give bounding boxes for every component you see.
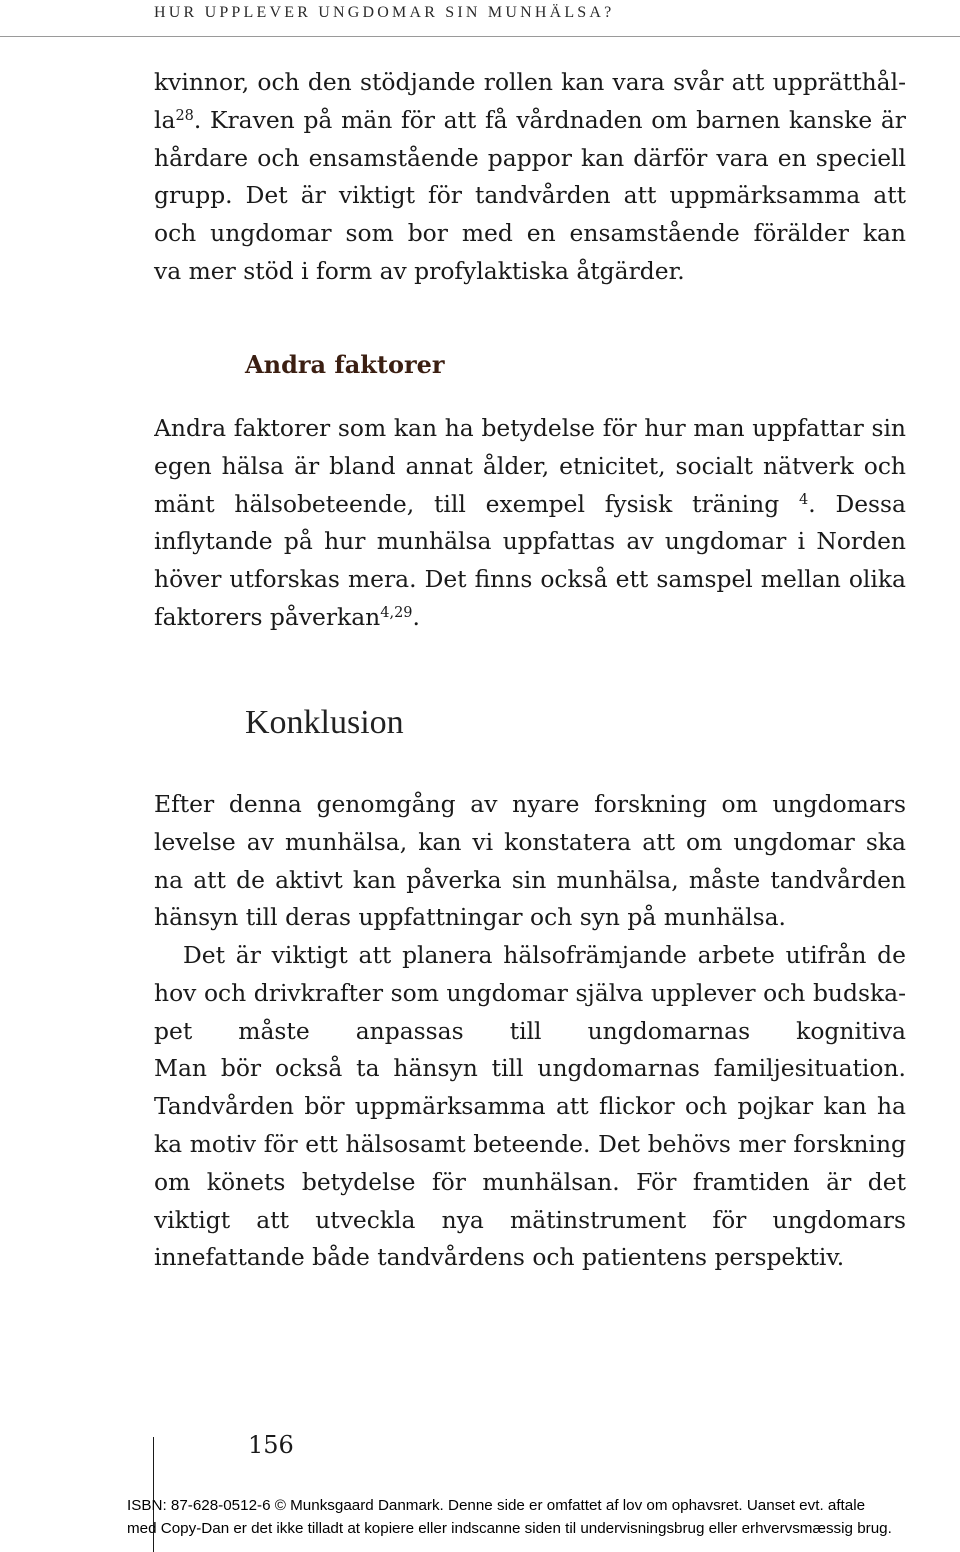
text-line: grupp. Det är viktigt för tandvården att uppmärksamma att [154,181,906,210]
header-divider [0,36,960,37]
copyright-notice [127,1494,947,1540]
intro-paragraph [154,64,906,291]
text-line: ka motiv för ett hälsosamt beteende. Det behövs mer forskning [154,1129,906,1158]
text-line: Tandvården bör uppmärksamma att flickor och pojkar kan ha [154,1092,906,1121]
reference-marker: 28 [175,107,194,124]
text-line: levelse av munhälsa, kan vi konstatera att om ungdomar ska [154,827,906,856]
text-fragment: faktorers påverkan [154,602,381,631]
copyright-line: ISBN: 87-628-0512-6 © Munksgaard Danmark. Denne side er omfattet af lov om ophavsret. Uanset evt. aftale [127,1497,866,1514]
section-heading-andra-faktorer: Andra faktorer [245,350,445,379]
running-head: HUR UPPLEVER UNGDOMAR SIN MUNHÄLSA? [154,4,615,21]
konklusion-paragraph-2 [154,937,906,1277]
text-line: Det är viktigt att planera hälsofrämjande arbete utifrån de [183,941,906,969]
text-line: inflytande på hur munhälsa uppfattas av ungdomar i Norden [154,527,906,556]
text-line: viktigt att utveckla nya mätinstrument för ungdomars [154,1205,906,1234]
text-fragment: mänt hälsobeteende, till exempel fysisk träning [154,489,799,518]
text-line: innefattande både tandvårdens och patientens perspektiv. [154,1243,845,1272]
text-line: och ungdomar som bor med en ensamstående förälder kan [154,219,906,248]
text-line: va mer stöd i form av profylaktiska åtgärder. [154,256,685,285]
text-line: egen hälsa är bland annat ålder, etnicitet, socialt nätverk och [154,451,906,480]
text-line: Andra faktorer som kan ha betydelse för hur man uppfattar sin [154,414,906,442]
text-fragment: la [154,105,176,134]
text-line: hov och drivkrafter som ungdomar själva upplever och budska- [154,978,906,1007]
reference-marker: 4 [798,491,809,508]
text-fragment: . Dessa [808,489,906,518]
page-number: 156 [248,1431,294,1459]
reference-marker: 4,29 [380,605,413,622]
text-line: om könets betydelse för munhälsan. För framtiden är det [154,1167,906,1196]
text-line: hänsyn till deras uppfattningar och syn på munhälsa. [154,903,786,932]
andra-faktorer-paragraph [154,410,906,637]
text-line: höver utforskas mera. Det finns också ett samspel mellan olika [154,565,906,594]
konklusion-paragraph-1 [154,786,906,937]
section-heading-konklusion: Konklusion [245,704,404,741]
text-line [154,486,906,524]
text-line: Efter denna genomgång av nyare forskning om ungdomars [154,790,906,818]
text-fragment: . Kraven på män för att få vårdnaden om barnen kanske är [193,105,906,134]
text-fragment: . [412,602,420,631]
text-line [154,102,906,140]
text-line: Man bör också ta hänsyn till ungdomarnas familjesituation. [154,1054,906,1083]
text-line: kvinnor, och den stödjande rollen kan vara svår att upprätthål- [154,68,906,96]
text-line [154,599,906,637]
text-line: pet måste anpassas till ungdomarnas kognitiva [154,1016,906,1045]
copyright-line: med Copy-Dan er det ikke tilladt at kopiere eller indscanne siden til undervisningsbrug eller erhvervsmæssig brug. [127,1520,892,1537]
text-line: na att de aktivt kan påverka sin munhälsa, måste tandvården [154,865,906,894]
text-line: hårdare och ensamstående pappor kan därför vara en speciell [154,143,906,172]
